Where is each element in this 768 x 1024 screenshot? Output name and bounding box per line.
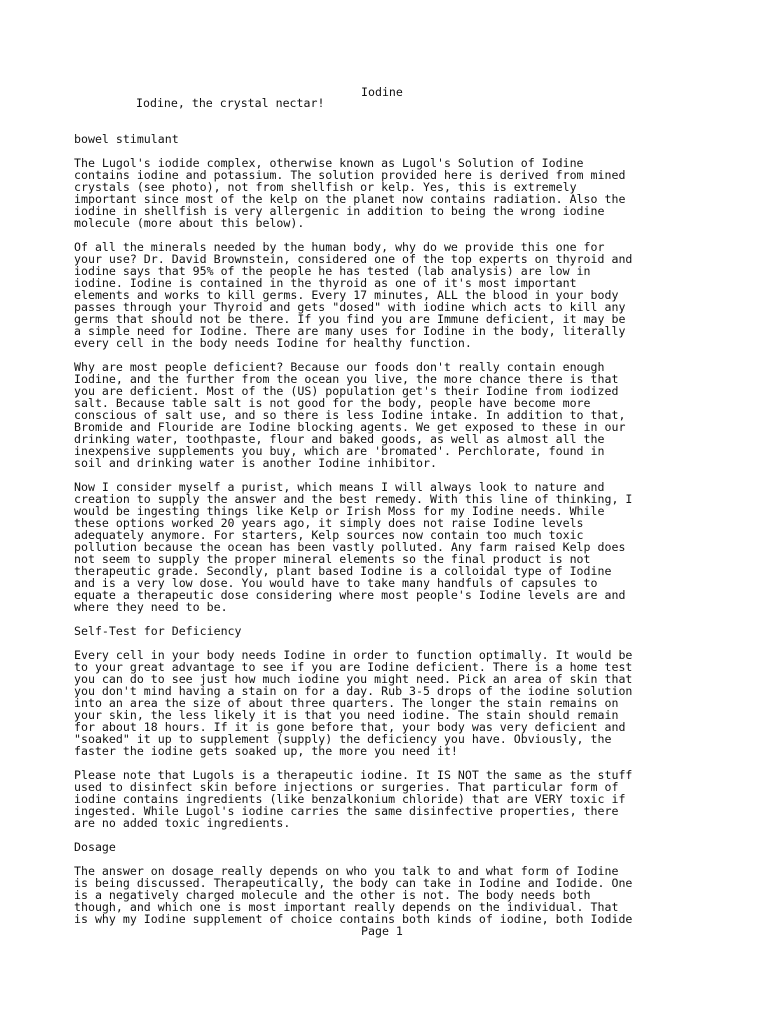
text-line: faster the iodine gets soaked up, the more you need it! (74, 744, 458, 758)
text-line: to your great advantage to see if you are Iodine deficient. There is a home test (74, 660, 633, 674)
text-line: every cell in the body needs Iodine for healthy function. (74, 336, 472, 350)
text-line: is being discussed. Therapeutically, the body can take in Iodine and Iodide. One (74, 876, 633, 890)
text-line: germs that should not be there. If you find you are Immune deficient, it may be (74, 312, 626, 326)
section-heading-dosage: Dosage (74, 840, 116, 854)
text-line: where they need to be. (74, 600, 228, 614)
text-line: Every cell in your body needs Iodine in order to function optimally. It would be (74, 648, 633, 662)
document-body (74, 133, 724, 937)
text-line: soil and drinking water is another Iodine inhibitor. (74, 456, 437, 470)
text-line: ingested. While Lugol's iodine carries the same disinfective properties, there (74, 804, 619, 818)
text-line: is a negatively charged molecule and the other is not. The body needs both (74, 888, 591, 902)
text-line: you don't mind having a stain on for a day. Rub 3-5 drops of the iodine solution (74, 684, 633, 698)
text-line: contains iodine and potassium. The solution provided here is derived from mined (74, 168, 626, 182)
text-line: passes through your Thyroid and gets "dosed" with iodine which acts to kill any (74, 300, 626, 314)
text-line: used to disinfect skin before injections or surgeries. That particular form of (74, 780, 619, 794)
text-line: would be ingesting things like Kelp or Irish Moss for my Iodine needs. While (74, 504, 605, 518)
section-heading-bowel-stimulant: bowel stimulant (74, 132, 179, 146)
text-line: Why are most people deficient? Because our foods don't really contain enough (74, 360, 605, 374)
text-line: The answer on dosage really depends on who you talk to and what form of Iodine (74, 864, 619, 878)
text-line: equate a therapeutic dose considering where most people's Iodine levels are and (74, 588, 626, 602)
text-line: you are deficient. Most of the (US) population get's their Iodine from iodized (74, 384, 619, 398)
text-line: Of all the minerals needed by the human body, why do we provide this one for (74, 240, 605, 254)
text-line: The Lugol's iodide complex, otherwise known as Lugol's Solution of Iodine (74, 156, 584, 170)
text-line: these options worked 20 years ago, it simply does not raise Iodine levels (74, 516, 584, 530)
text-line: though, and which one is most important really depends on the individual. That (74, 900, 619, 914)
text-line: iodine contains ingredients (like benzalkonium chloride) that are VERY toxic if (74, 792, 626, 806)
text-line: therapeutic grade. Secondly, plant based Iodine is a colloidal type of Iodine (74, 564, 612, 578)
text-line: into an area the size of about three quarters. The longer the stain remains on (74, 696, 619, 710)
paragraph-purist (74, 481, 724, 613)
paragraph-minerals-needed (74, 241, 724, 349)
text-line: your use? Dr. David Brownstein, considered one of the top experts on thyroid and (74, 252, 633, 266)
text-line: creation to supply the answer and the best remedy. With this line of thinking, I (74, 492, 633, 506)
text-line: salt. Because table salt is not good for the body, people have become more (74, 396, 591, 410)
section-heading-self-test: Self-Test for Deficiency (74, 624, 242, 638)
paragraph-why-deficient (74, 361, 724, 469)
text-line: inexpensive supplements you buy, which are 'bromated'. Perchlorate, found in (74, 444, 605, 458)
page-number: Page 1 (361, 924, 403, 938)
text-line: Bromide and Flouride are Iodine blocking agents. We get exposed to these in our (74, 420, 626, 434)
text-line: elements and works to kill germs. Every 17 minutes, ALL the blood in your body (74, 288, 619, 302)
paragraph-self-test (74, 649, 724, 757)
text-line: important since most of the kelp on the planet now contains radiation. Also the (74, 192, 626, 206)
text-line: your skin, the less likely it is that you need iodine. The stain should remain (74, 708, 619, 722)
text-line: crystals (see photo), not from shellfish or kelp. Yes, this is extremely (74, 180, 577, 194)
text-line: is why my Iodine supplement of choice contains both kinds of iodine, both Iodide (74, 912, 633, 926)
document-subtitle: Iodine, the crystal nectar! (136, 96, 325, 110)
text-line: adequately anymore. For starters, Kelp sources now contain too much toxic (74, 528, 584, 542)
text-line: Iodine, and the further from the ocean you live, the more chance there is that (74, 372, 619, 386)
text-line: for about 18 hours. If it is gone before that, your body was very deficient and (74, 720, 626, 734)
document-title: Iodine (361, 85, 403, 99)
text-line: not seem to supply the proper mineral elements so the final product is not (74, 552, 591, 566)
text-line: pollution because the ocean has been vastly polluted. Any farm raised Kelp does (74, 540, 626, 554)
text-line: Please note that Lugols is a therapeutic iodine. It IS NOT the same as the stuff (74, 768, 633, 782)
text-line: a simple need for Iodine. There are many uses for Iodine in the body, literally (74, 324, 626, 338)
text-line: drinking water, toothpaste, flour and baked goods, as well as almost all the (74, 432, 605, 446)
text-line: you can do to see just how much iodine you might need. Pick an area of skin that (74, 672, 633, 686)
text-line: iodine says that 95% of the people he has tested (lab analysis) are low in (74, 264, 591, 278)
paragraph-therapeutic-note (74, 769, 724, 829)
text-line: "soaked" it up to supplement (supply) the deficiency you have. Obviously, the (74, 732, 612, 746)
text-line: are no added toxic ingredients. (74, 816, 291, 830)
text-line: molecule (more about this below). (74, 216, 305, 230)
text-line: iodine in shellfish is very allergenic in addition to being the wrong iodine (74, 204, 605, 218)
text-line: iodine. Iodine is contained in the thyroid as one of it's most important (74, 276, 577, 290)
text-line: Now I consider myself a purist, which means I will always look to nature and (74, 480, 605, 494)
text-line: conscious of salt use, and so there is less Iodine intake. In addition to that, (74, 408, 626, 422)
paragraph-lugols-complex (74, 157, 724, 229)
paragraph-dosage (74, 865, 724, 925)
text-line: and is a very low dose. You would have to take many handfuls of capsules to (74, 576, 598, 590)
